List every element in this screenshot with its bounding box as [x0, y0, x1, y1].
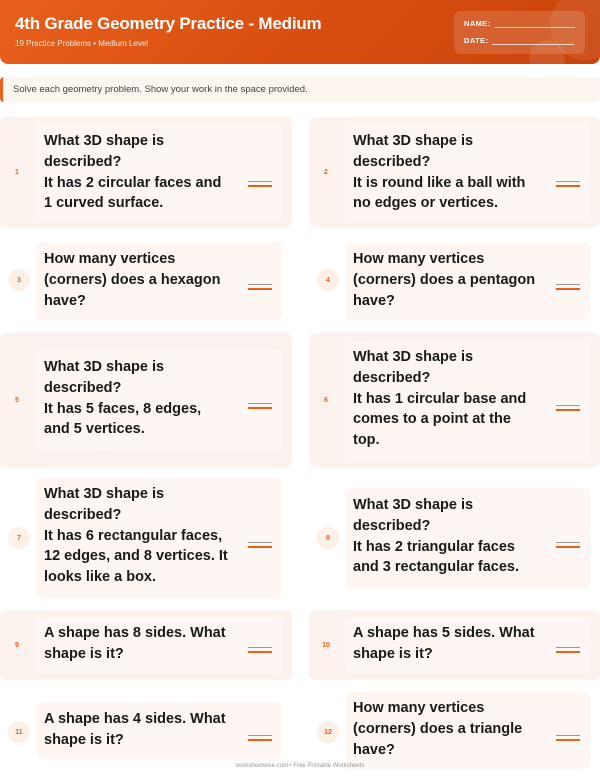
answer-blank[interactable] [556, 181, 580, 187]
question-box [36, 702, 282, 759]
problem-number: 11 [8, 721, 30, 743]
question-box [36, 243, 282, 320]
date-field[interactable] [464, 36, 574, 45]
date-label: DATE: [464, 36, 489, 45]
problem-number: 3 [8, 269, 30, 291]
question-box [36, 617, 282, 673]
problem-card-6 [309, 333, 600, 467]
question-box [345, 341, 590, 461]
page-subtitle: 19 Practice Problems • Medium Level [15, 39, 149, 48]
question-text: How many vertices (corners) does a triangle have? [353, 700, 523, 758]
name-date-box [454, 11, 585, 54]
question-text: What 3D shape is described? It has 2 circular faces and 1 curved surface. [44, 133, 222, 212]
worksheet-header [0, 0, 600, 64]
name-label: NAME: [464, 19, 491, 28]
problem-number: 9 [15, 641, 19, 649]
problem-card-8 [309, 488, 600, 588]
problem-card-9 [0, 610, 292, 680]
problem-card-10 [309, 610, 600, 680]
answer-blank[interactable] [556, 405, 580, 411]
question-text: A shape has 8 sides. What shape is it? [44, 625, 226, 662]
problem-card-2 [309, 117, 600, 227]
question-box [345, 617, 590, 673]
problem-number: 5 [15, 396, 19, 404]
problem-number: 7 [8, 527, 30, 549]
question-box [345, 692, 590, 769]
question-text: A shape has 4 sides. What shape is it? [44, 711, 226, 748]
answer-blank[interactable] [248, 542, 272, 548]
problem-card-7 [0, 478, 292, 598]
problem-number: 2 [324, 168, 328, 176]
problem-number: 10 [322, 641, 330, 649]
problem-card-4 [309, 243, 600, 320]
answer-blank[interactable] [248, 181, 272, 187]
question-box [345, 488, 590, 588]
question-text: What 3D shape is described? It has 2 triangular faces and 3 rectangular faces. [353, 497, 520, 576]
question-text: What 3D shape is described? It has 5 faces, 8 edges, and 5 vertices. [44, 359, 202, 438]
answer-blank[interactable] [556, 284, 580, 290]
answer-blank[interactable] [556, 542, 580, 548]
question-text: How many vertices (corners) does a pentagon have? [353, 251, 536, 309]
question-box [36, 349, 282, 451]
date-line[interactable] [492, 37, 574, 45]
question-box [36, 123, 282, 221]
problem-card-3 [0, 243, 292, 320]
footer-text: worksheetwise.com • Free Printable Worksheets [235, 763, 365, 769]
answer-blank[interactable] [556, 647, 580, 653]
problem-number: 6 [324, 396, 328, 404]
question-text: What 3D shape is described? It has 1 circular base and comes to a point at the top. [353, 349, 527, 449]
answer-blank[interactable] [556, 735, 580, 741]
problem-card-1 [0, 117, 292, 227]
problem-card-5 [0, 333, 292, 467]
problem-number: 8 [317, 527, 339, 549]
problem-number: 4 [317, 269, 339, 291]
question-text: A shape has 5 sides. What shape is it? [353, 625, 535, 662]
problem-number: 1 [15, 168, 19, 176]
question-box [345, 123, 590, 221]
answer-blank[interactable] [248, 284, 272, 290]
name-line[interactable] [495, 20, 575, 28]
name-field[interactable] [464, 19, 575, 28]
instructions-banner: Solve each geometry problem. Show your work in the space provided. [0, 77, 600, 102]
question-box [345, 243, 590, 320]
question-text: What 3D shape is described? It is round like a ball with no edges or vertices. [353, 133, 526, 212]
question-text: What 3D shape is described? It has 6 rectangular faces, 12 edges, and 8 vertices. It looks like a box. [44, 486, 228, 586]
answer-blank[interactable] [248, 403, 272, 409]
page-title: 4th Grade Geometry Practice - Medium [15, 14, 322, 33]
problem-card-12 [309, 692, 600, 769]
question-text: How many vertices (corners) does a hexagon have? [44, 251, 221, 309]
problem-number: 12 [317, 721, 339, 743]
problem-card-11 [0, 702, 292, 759]
answer-blank[interactable] [248, 735, 272, 741]
question-box [36, 478, 282, 598]
answer-blank[interactable] [248, 647, 272, 653]
